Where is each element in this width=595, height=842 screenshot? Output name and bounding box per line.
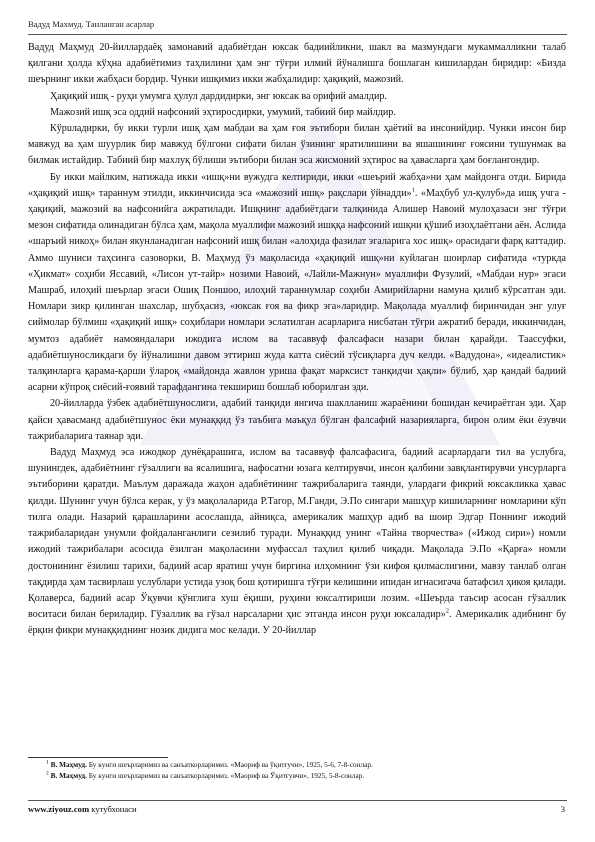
footer-library-label: кутубхонаси <box>91 804 137 814</box>
paragraph-5-continuation: «Маҳбуб ул-қулуб»да ишқ учга - <box>420 187 566 199</box>
paragraph-7-tail: Америкалик адибнинг бу ёрқин фикри мунаққиднинг нозик дидига мос келади. У 20-йиллар <box>28 609 566 637</box>
paragraph-1: Вадуд Маҳмуд 20-йиллардаёқ замонавий адабиётдан юксак бадиийликни, шакл ва мазмундаги мукаммалликни талаб қилгани ҳолда кўҳна адабиётимиз таҳлилини ҳам энг тўғри илмий йўналишга бошлаган кишилардан биридир: «Бизда шеърнинг икки жабҳаси бордир. Чунки ишқимиз икки жабҳалидир: ҳақиқий, мажозий. <box>28 42 566 86</box>
paragraph-5: Бу икки майлким, натижада икки «ишқ»ни вужудга келтириди, икки «шеърий жабҳа»ни ҳам майдонга отди. Бирида «ҳақиқий ишқ» тараннум этилди, иккинчисида эса «мажозий ишқ» рақслари ўйнадди»$^1$. «Маҳбуб ул-қулуб»да ишқ учга - ҳақиқий, мажозий ва нафсонийга ажратилади. Ишқнинг адабиётдаги талқинида Алишер Навоий мулоҳазаси энг тўғри мезон сифатида олинадиган бўлса ҳам, мақола муаллифи мажозий ишққа нафсоний ишқни қўшиб изоҳлаётгани аён. Аслида «шаръий никоҳ» билан якунланадиган нафсоний ишқ билан «алоҳида фазилат эгаларига хос ишқ» орасидаги фарқ каттадир. Аммо шуниси таҳсинга сазоворки, В. Маҳмуд ўз мақоласида «ҳақиқий ишқ»ни куйлаган шоирлар сифатида «туркда «Ҳикмат» соҳиби Яссавий, «Лисон ут-тайр» нозими Навоий, «Лайли-Мажнун» муаллифи Фузулий, «Мабдаи нур» эгаси Машраб, илоҳий шеърлар эгаси Ошиқ Поншоо, илоҳий тараннумлар соҳиби Амирийларни намуна қилиб кўрсатган эди. Номлари зикр қилинган шахслар, шубҳасиз, «юксак ғоя ва фикр эга»ларидир. Мақолада муаллиф биринчидан энг улуғ сиймолар бўлмиш «ҳақиқий ишқ» соҳиблари номлари эслатилган асарларига нисбатан тўғри ажратиб беради, иккинчидан, мумтоз адабиёт намояндалари ижодига ислом ва тасаввуф фалсафаси назари билан қарайди. Таассуфки, адабиётшуносликдаги бу йўналишни давом эттириш жуда катта сиёсий тўсиқларга дуч келди. «Вадудона», «идеалистик» талқинларга қарама-қарши ўлароқ «майдонда жавлон уриша фақат марксист танқидчи ҳақли» бўлиб, ҳар қандай бадиий асарни кўпроқ сиёсий-ғоявий тарафдангина текшириш бошлаб юборилган эди. <box>28 171 566 394</box>
paragraph-4: Кўрuладирки, бу икки турли ишқ ҳам мабдаи ва ҳам ғоя эътибори билан ҳаётий ва инсонийдир. Чунки инсон бир мавжуд ва ҳам шуурлик бир мавжуд бўлгони сифати билан ўзининг яратилишини ва яшашининг ғоясини тушунмак ва билмак истайдир. Табиий бир махлуқ бўлиши эътибори билан эса жисмоний эҳтирос ва ҳавасларга ҳам боғлангондир. <box>28 123 566 167</box>
header-divider <box>28 34 567 35</box>
paragraph-5-text: Бу икки майлким, натижада икки «ишқ»ни вужудга келтириди, икки «шеърий жабҳа»ни ҳам майдонга отди. Бирида «ҳақиқий ишқ» тараннум этилди, иккинчисида эса «мажозий ишқ» рақслари ўйнадди» <box>28 171 566 199</box>
footnote-1 <box>28 759 566 770</box>
footnote-2 <box>28 770 566 781</box>
footnote-author: В. Маҳмуд. <box>50 771 87 780</box>
footnote-number: 2 <box>46 770 49 777</box>
footer-divider <box>28 800 567 801</box>
footnote-divider <box>28 757 168 758</box>
footer-site <box>28 804 137 814</box>
paragraph-6: 20-йилларда ўзбек адабиётшунослиги, адабий танқиди янгича шаклланиш жараёнини бошидан кечираётган эди. Ҳар қайси ҳавасманд адабиётшунос ёки мунаққид ўз таъбига маъқул бўлган фалсафий назарияларга, бирон олим ёки ёзувчи тажрибаларига таянар эди. <box>28 398 566 442</box>
footer-site-link[interactable]: www.ziyouz.com <box>28 804 90 814</box>
body-text <box>28 40 566 640</box>
running-header: Вадуд Махмуд. Танланган асарлар <box>28 19 155 29</box>
footnotes <box>28 759 566 781</box>
page-number: 3 <box>560 804 565 814</box>
footnote-text: Бу кунги шеърларимиз ва санъаткорларимиз. «Маориф ва Ўқитғувчи», 1925, 5-8-сонлар. <box>88 771 365 780</box>
paragraph-7-text: Вадуд Маҳмуд эса ижодкор дунёқарашига, ислом ва тасаввуф фалсафасига, бадиий асарлардаги тил ва услубга, шунингдек, адабиётнинг гўзаллиги ва ясалишига, нафосатни юзага келтирувчи, инсон қалбини завқлантирувчи унсурларга эътиборини қаратди. Маълум даражада жаҳон адабиётининг тажрибаларига таянди, улардаги фикрий юксакликка ҳавас қилди. Шунинг учун бўлса керак, у ўз мақолаларида Р.Тагор, М.Ганди, Э.По сингари машҳур кишиларнинг номларини кўп тилга олади. Назарий қарашларини асослашда, айниқса, америкалик машҳур адиб ва шоир Эдгар Поннинг ижодий тажрибаларидан унумли фойдаланганлиги сезилиб туради. Мунаққид унинг «Тайна творчества» («Ижод сири») номли ижодий тажрибалари асосида ёзилган мақоласини муфассал таҳлил қилиб чиқади. Мақолада Э.По «Қарға» номли достонининг ёзилиш тарихи, бадиий асар яратиш учун биргина илҳомнинг ўзи кифоя қилмаслигини, мавзу танлаб олган тақдирда ҳам тасвирлаш услублари устида узоқ бош қотиришга тўғри келишини ипидан игнасигача батафсил ҳикоя қилади. Қолаверса, бадиий асар Ўқувчи қўнглига хуш ёқиши, руҳини юксалтириши лозим. «Шеърда таъсир асосан гўзаллик воситаси билан бериладир. Гўзаллик ва гўзал нарсаларни ҳис этганда инсон руҳи юксаладир» <box>28 447 566 621</box>
paragraph-5-rest: ҳақиқий, мажозий ва нафсонийга ажратилади. Ишқнинг адабиётдаги талқинида Алишер Навоий мулоҳазаси энг тўғри мезон сифатида олинадиган бўлса ҳам, мақола муаллифи мажозий ишққа нафсоний ишқни қўшиб изоҳлаётгани аён. Аслида «шаръий никоҳ» билан якунланадиган нафсоний ишқ билан «алоҳида фазилат эгаларига хос ишқ» орасидаги фарқ каттадир. Аммо шуниси таҳсинга сазоворки, В. Маҳмуд ўз мақоласида «ҳақиқий ишқ»ни куйлаган шоирлар сифатида «туркда «Ҳикмат» соҳиби Яссавий, «Лисон ут-тайр» нозими Навоий, «Лайли-Мажнун» муаллифи Фузулий, «Мабдаи нур» эгаси Машраб, илоҳий шеърлар эгаси Ошиқ Поншоо, илоҳий тараннумлар соҳиби Амирийларни намуна қилиб кўрсатган эди. Номлари зикр қилинган шахслар, шубҳасиз, «юксак ғоя ва фикр эга»ларидир. Мақолада муаллиф биринчидан энг улуғ сиймолар бўлмиш «ҳақиқий ишқ» соҳиблари номлари эслатилган асарларига нисбатан тўғри ажратиб беради, иккинчидан, мумтоз адабиёт намояндалари ижодига ислом ва тасаввуф фалсафаси назари билан қарайди. Таассуфки, адабиётшуносликдаги бу йўналишни давом эттириш жуда катта сиёсий тўсиқларга дуч келди. «Вадудона», «идеалистик» талқинларга қарама-қарши ўлароқ «майдонда жавлон уриша фақат марксист танқидчи ҳақли» бўлиб, ҳар қандай бадиий асарни кўпроқ сиёсий-ғоявий тарафдангина текшириш бошлаб юборилган эди. <box>28 204 566 394</box>
paragraph-2: Ҳақиқий ишқ - руҳи умумга ҳулул дардидирки, энг юксак ва орифий амалдир. <box>50 90 387 102</box>
paragraph-3: Мажозий ишқ эса оддий нафсоний эҳтиросдирки, умумий, табиий бир майлдир. <box>50 106 396 118</box>
footnote-text: Бу кунги шеърларимиз ва санъаткорларимиз. «Маориф ва ўқитғучи», 1925, 5-6, 7-8-сонлар. <box>88 760 373 769</box>
footnote-ref-2: 2 <box>445 607 450 615</box>
paragraph-7: Вадуд Маҳмуд эса ижодкор дунёқарашига, ислом ва тасаввуф фалсафасига, бадиий асарлардаги тил ва услубга, шунингдек, адабиётнинг гўзаллиги ва ясалишига, нафосатни юзага келтирувчи, инсон қалбини завқлантирувчи унсурларга эътиборини қаратди. Маълум даражада жаҳон адабиётининг тажрибаларига таянди, улардаги фикрий юксакликка ҳавас қилди. Шунинг учун бўлса керак, у ўз мақолаларида Р.Тагор, М.Ганди, Э.По сингари машҳур кишиларнинг номларини кўп тилга олади. Назарий қарашларини асослашда, айниқса, америкалик машҳур адиб ва шоир Эдгар Поннинг ижодий тажрибаларидан унумли фойдаланганлиги сезилиб туради. Мунаққид унинг «Тайна творчества» («Ижод сири») номли ижодий тажрибалари асосида ёзилган мақоласини муфассал таҳлил қилиб чиқади. Мақолада Э.По «Қарға» номли достонининг ёзилиш тарихи, бадиий асар яратиш учун биргина илҳомнинг ўзи кифоя қилмаслигини, мавзу танлаб олган тақдирда ҳам тасвирлаш услублари устида узоқ бош қотиришга тўғри келишини ипидан игнасигача батафсил ҳикоя қилади. Қолаверса, бадиий асар Ўқувчи қўнглига хуш ёқиши, руҳини юксалтириши лозим. «Шеърда таъсир асосан гўзаллик воситаси билан бериладир. Гўзаллик ва гўзал нарсаларни ҳис этганда инсон руҳи юксаладир»$^2$. Америкалик адибнинг бу ёрқин фикри мунаққиднинг нозик дидига мос келади. У 20-йиллар <box>28 447 566 637</box>
footnote-number: 1 <box>46 759 49 766</box>
footnote-ref-1: 1 <box>411 186 415 194</box>
footnote-author: В. Маҳмуд. <box>50 760 87 769</box>
